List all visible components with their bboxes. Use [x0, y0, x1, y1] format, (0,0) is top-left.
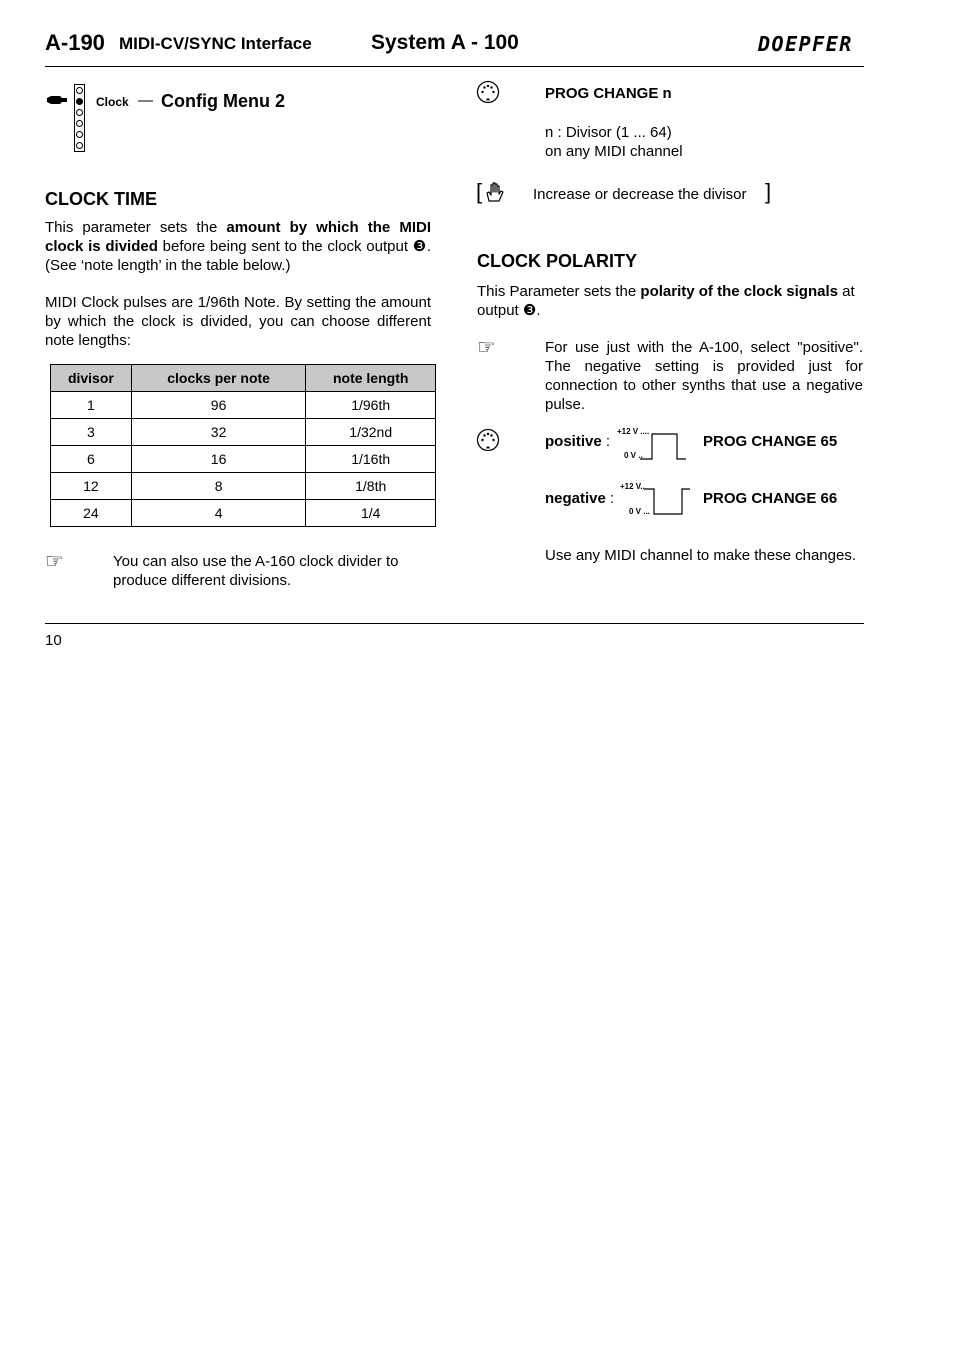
table-cell: 6 — [51, 446, 132, 473]
column-header-divisor: divisor — [51, 365, 132, 392]
prog-change-66: PROG CHANGE 66 — [703, 490, 838, 507]
led-indicator — [76, 131, 83, 138]
negative-low-level: 0 V ... — [629, 507, 650, 516]
pointing-hand-icon: ☞ — [45, 550, 64, 573]
midi-socket-icon — [476, 80, 500, 109]
negative-high-level: +12 V.. — [620, 482, 645, 491]
midi-channel-footnote: Use any MIDI channel to make these changes. — [545, 547, 857, 564]
positive-high-level: +12 V .... — [617, 427, 650, 436]
config-menu-title: Config Menu 2 — [161, 91, 285, 111]
led-indicator-active — [76, 98, 83, 105]
led-indicator — [76, 142, 83, 149]
clock-polarity-heading: CLOCK POLARITY — [477, 251, 637, 271]
module-subtitle: MIDI-CV/SYNC Interface — [119, 34, 312, 53]
led-indicator — [76, 87, 83, 94]
table-cell: 8 — [131, 473, 306, 500]
positive-low-level: 0 V .. — [624, 451, 643, 460]
led-indicator — [76, 109, 83, 116]
prog-change-65: PROG CHANGE 65 — [703, 433, 838, 450]
clock-polarity-paragraph: This Parameter sets the polarity of the clock signals at output ❸. — [477, 283, 855, 319]
table-cell: 1/32nd — [306, 419, 436, 446]
table-cell: 1/16th — [306, 446, 436, 473]
divisor-table — [50, 364, 436, 527]
table-cell: 96 — [131, 392, 306, 419]
table-cell: 16 — [131, 446, 306, 473]
table-row — [51, 500, 436, 527]
bracket-close: ] — [765, 179, 772, 204]
table-header-row — [51, 365, 436, 392]
bracket-open: [ — [476, 179, 483, 204]
positive-option: positive : — [545, 433, 611, 450]
polarity-note: For use just with the A-100, select "positive". The negative setting is provided just for connection to other synths that use a negative pulse. — [545, 339, 863, 413]
led-indicator — [76, 120, 83, 127]
pointing-hand-icon: ☞ — [477, 336, 496, 359]
divisor-hint: Increase or decrease the divisor — [533, 186, 747, 203]
footer-rule — [45, 623, 864, 624]
model-title: A-190 — [45, 30, 105, 55]
menu-dash: — — [138, 92, 153, 109]
led-label: Clock — [96, 95, 129, 109]
jack-plug-icon — [46, 93, 68, 107]
table-cell: 3 — [51, 419, 132, 446]
clock-time-heading: CLOCK TIME — [45, 189, 157, 209]
table-cell: 12 — [51, 473, 132, 500]
table-row — [51, 392, 436, 419]
led-column — [74, 84, 85, 152]
brand-logo: DOEPFER — [758, 32, 853, 56]
manual-hand-icon — [484, 181, 506, 208]
table-cell: 1 — [51, 392, 132, 419]
negative-option: negative : — [545, 490, 615, 507]
table-cell: 24 — [51, 500, 132, 527]
table-cell: 32 — [131, 419, 306, 446]
a160-note: You can also use the A-160 clock divider to produce different divisions. — [113, 553, 399, 589]
table-row — [51, 419, 436, 446]
midi-channel-note: on any MIDI channel — [545, 143, 683, 160]
table-cell: 1/4 — [306, 500, 436, 527]
table-cell: 1/96th — [306, 392, 436, 419]
header-rule — [45, 66, 864, 67]
prog-change-n-title: PROG CHANGE n — [545, 85, 672, 102]
column-header-clocks-per-note: clocks per note — [131, 365, 306, 392]
clock-time-paragraph-2: MIDI Clock pulses are 1/96th Note. By setting the amount by which the clock is divided, you can choose different note lengths: — [45, 294, 431, 349]
divisor-range: n : Divisor (1 ... 64) — [545, 124, 672, 141]
column-header-note-length: note length — [306, 365, 436, 392]
page-number: 10 — [45, 632, 62, 649]
negative-pulse-waveform — [644, 485, 692, 522]
table-row — [51, 446, 436, 473]
positive-pulse-waveform — [640, 431, 688, 468]
clock-time-paragraph-1: This parameter sets the amount by which the MIDI clock is divided before being sent to the clock output ❸. (See ‘note length’ in the table below.) — [45, 219, 431, 274]
table-cell: 1/8th — [306, 473, 436, 500]
table-row — [51, 473, 436, 500]
system-title: System A - 100 — [371, 31, 519, 54]
midi-socket-icon — [476, 428, 500, 457]
table-cell: 4 — [131, 500, 306, 527]
